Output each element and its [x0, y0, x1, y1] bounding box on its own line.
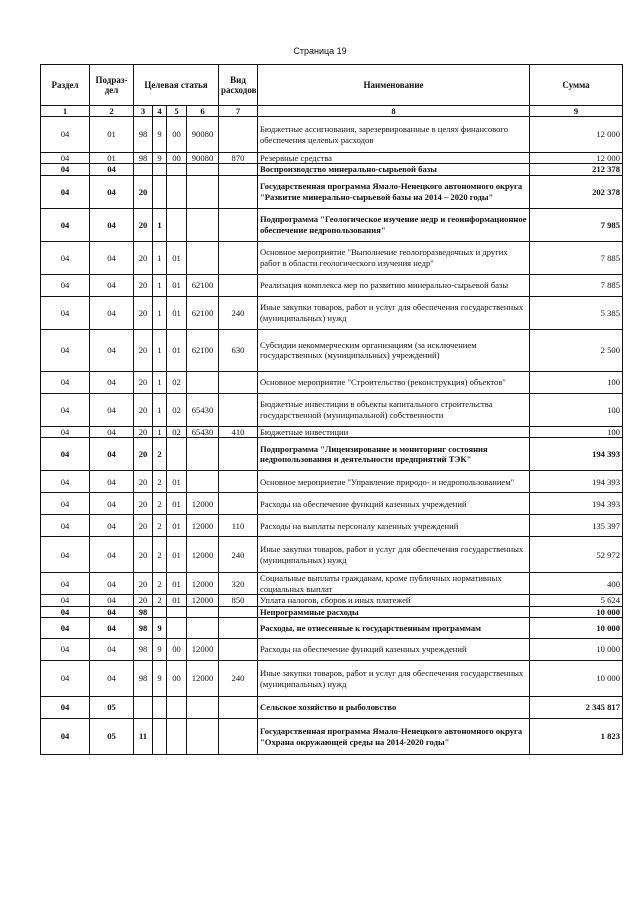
page-number-label: Страница 19 [293, 46, 347, 56]
cell-ts-subprogram: 2 [153, 438, 167, 471]
table-row [41, 296, 623, 329]
cell-naimenovanie: Расходы, не отнесенные к государственным программам [258, 618, 530, 639]
cell-ts-program: 20 [134, 471, 153, 493]
cell-ts-program: 20 [134, 595, 153, 606]
table-row [41, 697, 623, 719]
cell-naimenovanie: Бюджетные ассигнования, зарезервированные в целях финансового обеспечения целевых расходов [258, 117, 530, 153]
cell-vid-rashodov [219, 493, 258, 515]
cell-ts-event [167, 606, 187, 617]
table-row [41, 329, 623, 371]
cell-podrazdel: 04 [90, 471, 134, 493]
table-row [41, 175, 623, 208]
cell-podrazdel: 04 [90, 618, 134, 639]
cell-razdel: 04 [41, 274, 90, 296]
cell-ts-direction [187, 719, 219, 755]
cell-podrazdel: 04 [90, 639, 134, 661]
cell-razdel: 04 [41, 153, 90, 164]
col-num: 1 [41, 106, 90, 117]
table-row [41, 241, 623, 274]
cell-ts-direction [187, 371, 219, 393]
cell-razdel: 04 [41, 426, 90, 437]
cell-summa: 100 [530, 371, 623, 393]
cell-summa: 194 393 [530, 471, 623, 493]
cell-naimenovanie: Уплата налогов, сборов и иных платежей [258, 595, 530, 606]
cell-ts-program: 20 [134, 329, 153, 371]
cell-vid-rashodov [219, 639, 258, 661]
cell-razdel: 04 [41, 697, 90, 719]
table-row [41, 164, 623, 175]
cell-ts-program: 98 [134, 153, 153, 164]
cell-podrazdel: 04 [90, 329, 134, 371]
cell-razdel: 04 [41, 618, 90, 639]
header-vid-rashodov: Вид расходов [219, 65, 258, 106]
cell-summa: 202 378 [530, 175, 623, 208]
cell-vid-rashodov [219, 117, 258, 153]
col-num: 4 [153, 106, 167, 117]
table-row [41, 537, 623, 573]
cell-podrazdel: 04 [90, 661, 134, 697]
cell-ts-event: 00 [167, 639, 187, 661]
cell-ts-program: 20 [134, 493, 153, 515]
cell-ts-program: 98 [134, 661, 153, 697]
table-row [41, 153, 623, 164]
cell-ts-program: 20 [134, 175, 153, 208]
cell-razdel: 04 [41, 537, 90, 573]
cell-ts-subprogram: 1 [153, 296, 167, 329]
cell-naimenovanie: Субсидии некоммерческим организациям (за исключением государственных (муниципальных) учреждений) [258, 329, 530, 371]
col-num: 7 [219, 106, 258, 117]
cell-ts-program: 11 [134, 719, 153, 755]
table-row [41, 595, 623, 606]
cell-summa: 100 [530, 426, 623, 437]
cell-podrazdel: 01 [90, 117, 134, 153]
cell-podrazdel: 04 [90, 515, 134, 537]
cell-naimenovanie: Непрограммные расходы [258, 606, 530, 617]
table-row [41, 515, 623, 537]
cell-vid-rashodov: 110 [219, 515, 258, 537]
cell-ts-subprogram: 9 [153, 117, 167, 153]
cell-ts-event: 02 [167, 426, 187, 437]
cell-vid-rashodov: 240 [219, 296, 258, 329]
cell-ts-event: 01 [167, 595, 187, 606]
cell-ts-direction: 12000 [187, 537, 219, 573]
cell-naimenovanie: Сельское хозяйство и рыболовство [258, 697, 530, 719]
cell-ts-event: 02 [167, 393, 187, 426]
cell-vid-rashodov: 410 [219, 426, 258, 437]
cell-ts-direction [187, 697, 219, 719]
cell-summa: 12 000 [530, 117, 623, 153]
table-row [41, 573, 623, 595]
cell-ts-subprogram: 2 [153, 573, 167, 595]
cell-podrazdel: 04 [90, 274, 134, 296]
cell-naimenovanie: Иные закупки товаров, работ и услуг для обеспечения государственных (муниципальных) нужд [258, 537, 530, 573]
cell-razdel: 04 [41, 296, 90, 329]
cell-vid-rashodov [219, 618, 258, 639]
cell-ts-program: 98 [134, 117, 153, 153]
cell-ts-subprogram: 1 [153, 426, 167, 437]
cell-razdel: 04 [41, 515, 90, 537]
cell-ts-program: 20 [134, 393, 153, 426]
cell-ts-program [134, 697, 153, 719]
cell-summa: 212 378 [530, 164, 623, 175]
cell-vid-rashodov: 320 [219, 573, 258, 595]
cell-ts-event: 02 [167, 371, 187, 393]
cell-ts-subprogram: 2 [153, 471, 167, 493]
table-row [41, 719, 623, 755]
header-row [41, 65, 623, 106]
cell-summa: 1 823 [530, 719, 623, 755]
cell-podrazdel: 04 [90, 208, 134, 241]
cell-summa: 5 624 [530, 595, 623, 606]
cell-ts-subprogram: 1 [153, 393, 167, 426]
cell-naimenovanie: Реализация комплекса мер по развитию минерально-сырьевой базы [258, 274, 530, 296]
cell-vid-rashodov [219, 393, 258, 426]
cell-vid-rashodov [219, 697, 258, 719]
cell-razdel: 04 [41, 371, 90, 393]
cell-ts-subprogram: 2 [153, 595, 167, 606]
table-row [41, 393, 623, 426]
cell-vid-rashodov: 240 [219, 661, 258, 697]
table-row [41, 618, 623, 639]
header-naimenovanie: Наименование [258, 65, 530, 106]
table-body [41, 117, 623, 755]
cell-ts-program: 20 [134, 426, 153, 437]
table-row [41, 371, 623, 393]
cell-ts-program: 20 [134, 573, 153, 595]
cell-vid-rashodov [219, 471, 258, 493]
cell-ts-direction: 12000 [187, 595, 219, 606]
cell-ts-direction: 65430 [187, 426, 219, 437]
cell-razdel: 04 [41, 117, 90, 153]
cell-ts-subprogram [153, 719, 167, 755]
cell-ts-event: 01 [167, 471, 187, 493]
cell-naimenovanie: Основное мероприятие "Выполнение геологоразведочных и других работ в области геологического изучения недр" [258, 241, 530, 274]
cell-ts-event [167, 618, 187, 639]
cell-ts-event [167, 438, 187, 471]
cell-ts-subprogram: 2 [153, 493, 167, 515]
cell-summa: 10 000 [530, 618, 623, 639]
cell-ts-event [167, 208, 187, 241]
cell-naimenovanie: Государственная программа Ямало-Ненецкого автономного округа "Развитие минерально-сырьевой базы на 2014 – 2020 годы" [258, 175, 530, 208]
cell-ts-subprogram: 9 [153, 153, 167, 164]
cell-ts-event: 01 [167, 493, 187, 515]
cell-ts-program [134, 164, 153, 175]
cell-ts-subprogram [153, 697, 167, 719]
cell-summa: 194 393 [530, 438, 623, 471]
cell-ts-program: 98 [134, 618, 153, 639]
cell-razdel: 04 [41, 595, 90, 606]
col-num: 5 [167, 106, 187, 117]
cell-ts-program: 20 [134, 274, 153, 296]
table-row [41, 493, 623, 515]
cell-summa: 10 000 [530, 606, 623, 617]
cell-podrazdel: 04 [90, 164, 134, 175]
cell-podrazdel: 04 [90, 606, 134, 617]
table-row [41, 426, 623, 437]
cell-razdel: 04 [41, 164, 90, 175]
cell-razdel: 04 [41, 241, 90, 274]
cell-podrazdel: 04 [90, 438, 134, 471]
cell-razdel: 04 [41, 573, 90, 595]
cell-ts-direction: 12000 [187, 661, 219, 697]
cell-vid-rashodov [219, 438, 258, 471]
cell-ts-subprogram: 2 [153, 515, 167, 537]
cell-vid-rashodov [219, 241, 258, 274]
cell-ts-subprogram: 1 [153, 274, 167, 296]
cell-vid-rashodov: 870 [219, 153, 258, 164]
cell-podrazdel: 04 [90, 537, 134, 573]
cell-naimenovanie: Резервные средства [258, 153, 530, 164]
cell-vid-rashodov [219, 175, 258, 208]
cell-podrazdel: 04 [90, 175, 134, 208]
cell-vid-rashodov [219, 164, 258, 175]
cell-podrazdel: 04 [90, 296, 134, 329]
cell-summa: 194 393 [530, 493, 623, 515]
cell-ts-event: 01 [167, 329, 187, 371]
header-summa: Сумма [530, 65, 623, 106]
cell-ts-direction [187, 164, 219, 175]
cell-ts-direction: 62100 [187, 274, 219, 296]
cell-razdel: 04 [41, 606, 90, 617]
cell-podrazdel: 05 [90, 719, 134, 755]
cell-summa: 100 [530, 393, 623, 426]
cell-summa: 52 972 [530, 537, 623, 573]
cell-ts-program: 20 [134, 241, 153, 274]
cell-ts-event [167, 175, 187, 208]
cell-summa: 7 885 [530, 241, 623, 274]
cell-vid-rashodov: 240 [219, 537, 258, 573]
cell-vid-rashodov [219, 208, 258, 241]
cell-ts-subprogram: 2 [153, 537, 167, 573]
cell-ts-program: 98 [134, 606, 153, 617]
header-razdel: Раздел [41, 65, 90, 106]
cell-ts-direction: 12000 [187, 573, 219, 595]
cell-naimenovanie: Воспроизводство минерально-сырьевой базы [258, 164, 530, 175]
cell-vid-rashodov [219, 371, 258, 393]
table-row [41, 471, 623, 493]
cell-ts-event [167, 697, 187, 719]
cell-summa: 5 385 [530, 296, 623, 329]
col-num: 2 [90, 106, 134, 117]
cell-summa: 2 500 [530, 329, 623, 371]
table-row [41, 274, 623, 296]
cell-naimenovanie: Подпрограмма "Лицензирование и мониторинг состояния недропользования и деятельности предприятий ТЭК" [258, 438, 530, 471]
cell-ts-direction [187, 208, 219, 241]
cell-ts-program: 20 [134, 371, 153, 393]
cell-ts-direction: 90080 [187, 117, 219, 153]
col-num: 3 [134, 106, 153, 117]
cell-ts-event: 01 [167, 241, 187, 274]
cell-podrazdel: 04 [90, 241, 134, 274]
header-podrazdel: Подраз-дел [90, 65, 134, 106]
cell-naimenovanie: Иные закупки товаров, работ и услуг для обеспечения государственных (муниципальных) нужд [258, 296, 530, 329]
cell-ts-direction [187, 618, 219, 639]
cell-ts-direction [187, 471, 219, 493]
cell-ts-subprogram: 9 [153, 639, 167, 661]
cell-ts-event: 01 [167, 274, 187, 296]
cell-razdel: 04 [41, 438, 90, 471]
cell-ts-subprogram: 1 [153, 208, 167, 241]
cell-ts-direction [187, 606, 219, 617]
cell-naimenovanie: Иные закупки товаров, работ и услуг для обеспечения государственных (муниципальных) нужд [258, 661, 530, 697]
col-num: 6 [187, 106, 219, 117]
cell-ts-direction [187, 241, 219, 274]
cell-naimenovanie: Государственная программа Ямало-Ненецкого автономного округа "Охрана окружающей среды на 2014-2020 годы" [258, 719, 530, 755]
cell-ts-direction: 12000 [187, 639, 219, 661]
cell-ts-subprogram: 9 [153, 661, 167, 697]
cell-podrazdel: 04 [90, 493, 134, 515]
cell-naimenovanie: Бюджетные инвестиции [258, 426, 530, 437]
cell-ts-direction: 90080 [187, 153, 219, 164]
cell-naimenovanie: Расходы на выплаты персоналу казенных учреждений [258, 515, 530, 537]
table-row [41, 438, 623, 471]
cell-ts-event: 00 [167, 117, 187, 153]
cell-naimenovanie: Расходы на обеспечение функций казенных учреждений [258, 493, 530, 515]
cell-summa: 7 885 [530, 274, 623, 296]
budget-table [40, 64, 623, 755]
cell-ts-program: 20 [134, 296, 153, 329]
cell-ts-subprogram [153, 175, 167, 208]
cell-vid-rashodov [219, 719, 258, 755]
cell-ts-event: 00 [167, 153, 187, 164]
cell-razdel: 04 [41, 393, 90, 426]
cell-ts-direction: 12000 [187, 493, 219, 515]
cell-naimenovanie: Расходы на обеспечение функций казенных учреждений [258, 639, 530, 661]
cell-razdel: 04 [41, 175, 90, 208]
cell-naimenovanie: Бюджетные инвестиции в объекты капитального строительства государственной (муниципальной) собственности [258, 393, 530, 426]
cell-ts-program: 98 [134, 639, 153, 661]
cell-ts-program: 20 [134, 438, 153, 471]
cell-ts-direction: 62100 [187, 329, 219, 371]
cell-summa: 135 397 [530, 515, 623, 537]
cell-razdel: 04 [41, 639, 90, 661]
cell-ts-program: 20 [134, 537, 153, 573]
cell-podrazdel: 04 [90, 393, 134, 426]
col-num: 9 [530, 106, 623, 117]
table-row [41, 208, 623, 241]
cell-ts-subprogram: 1 [153, 371, 167, 393]
table-row [41, 639, 623, 661]
cell-razdel: 04 [41, 719, 90, 755]
cell-naimenovanie: Основное мероприятие "Управление природо- и недропользованием" [258, 471, 530, 493]
cell-ts-subprogram: 1 [153, 241, 167, 274]
cell-naimenovanie: Основное мероприятие "Строительство (реконструкция) объектов" [258, 371, 530, 393]
cell-ts-program: 20 [134, 515, 153, 537]
cell-razdel: 04 [41, 493, 90, 515]
cell-ts-direction: 65430 [187, 393, 219, 426]
cell-ts-event: 01 [167, 296, 187, 329]
cell-ts-event: 01 [167, 573, 187, 595]
cell-ts-direction [187, 438, 219, 471]
cell-summa: 400 [530, 573, 623, 595]
cell-summa: 10 000 [530, 639, 623, 661]
cell-ts-event: 01 [167, 537, 187, 573]
cell-ts-subprogram: 1 [153, 329, 167, 371]
cell-ts-event: 00 [167, 661, 187, 697]
table-row [41, 117, 623, 153]
cell-podrazdel: 01 [90, 153, 134, 164]
cell-razdel: 04 [41, 471, 90, 493]
col-num: 8 [258, 106, 530, 117]
cell-ts-event [167, 164, 187, 175]
cell-vid-rashodov: 850 [219, 595, 258, 606]
cell-summa: 2 345 817 [530, 697, 623, 719]
cell-podrazdel: 04 [90, 426, 134, 437]
cell-razdel: 04 [41, 329, 90, 371]
cell-podrazdel: 05 [90, 697, 134, 719]
cell-podrazdel: 04 [90, 595, 134, 606]
cell-naimenovanie: Подпрограмма "Геологическое изучение недр и геоинформационное обеспечение недропользования" [258, 208, 530, 241]
cell-ts-direction: 62100 [187, 296, 219, 329]
cell-summa: 10 000 [530, 661, 623, 697]
cell-ts-event [167, 719, 187, 755]
cell-ts-direction [187, 175, 219, 208]
header-celevaya-statya: Целевая статья [134, 65, 219, 106]
cell-summa: 7 985 [530, 208, 623, 241]
cell-ts-event: 01 [167, 515, 187, 537]
cell-ts-subprogram [153, 606, 167, 617]
cell-naimenovanie: Социальные выплаты гражданам, кроме публичных нормативных социальных выплат [258, 573, 530, 595]
cell-podrazdel: 04 [90, 371, 134, 393]
cell-vid-rashodov: 630 [219, 329, 258, 371]
table-row [41, 661, 623, 697]
cell-razdel: 04 [41, 208, 90, 241]
cell-vid-rashodov [219, 274, 258, 296]
cell-ts-direction: 12000 [187, 515, 219, 537]
cell-razdel: 04 [41, 661, 90, 697]
cell-ts-subprogram [153, 164, 167, 175]
table-row [41, 606, 623, 617]
cell-ts-program: 20 [134, 208, 153, 241]
column-number-row [41, 106, 623, 117]
cell-podrazdel: 04 [90, 573, 134, 595]
cell-vid-rashodov [219, 606, 258, 617]
cell-summa: 12 000 [530, 153, 623, 164]
cell-ts-subprogram: 9 [153, 618, 167, 639]
